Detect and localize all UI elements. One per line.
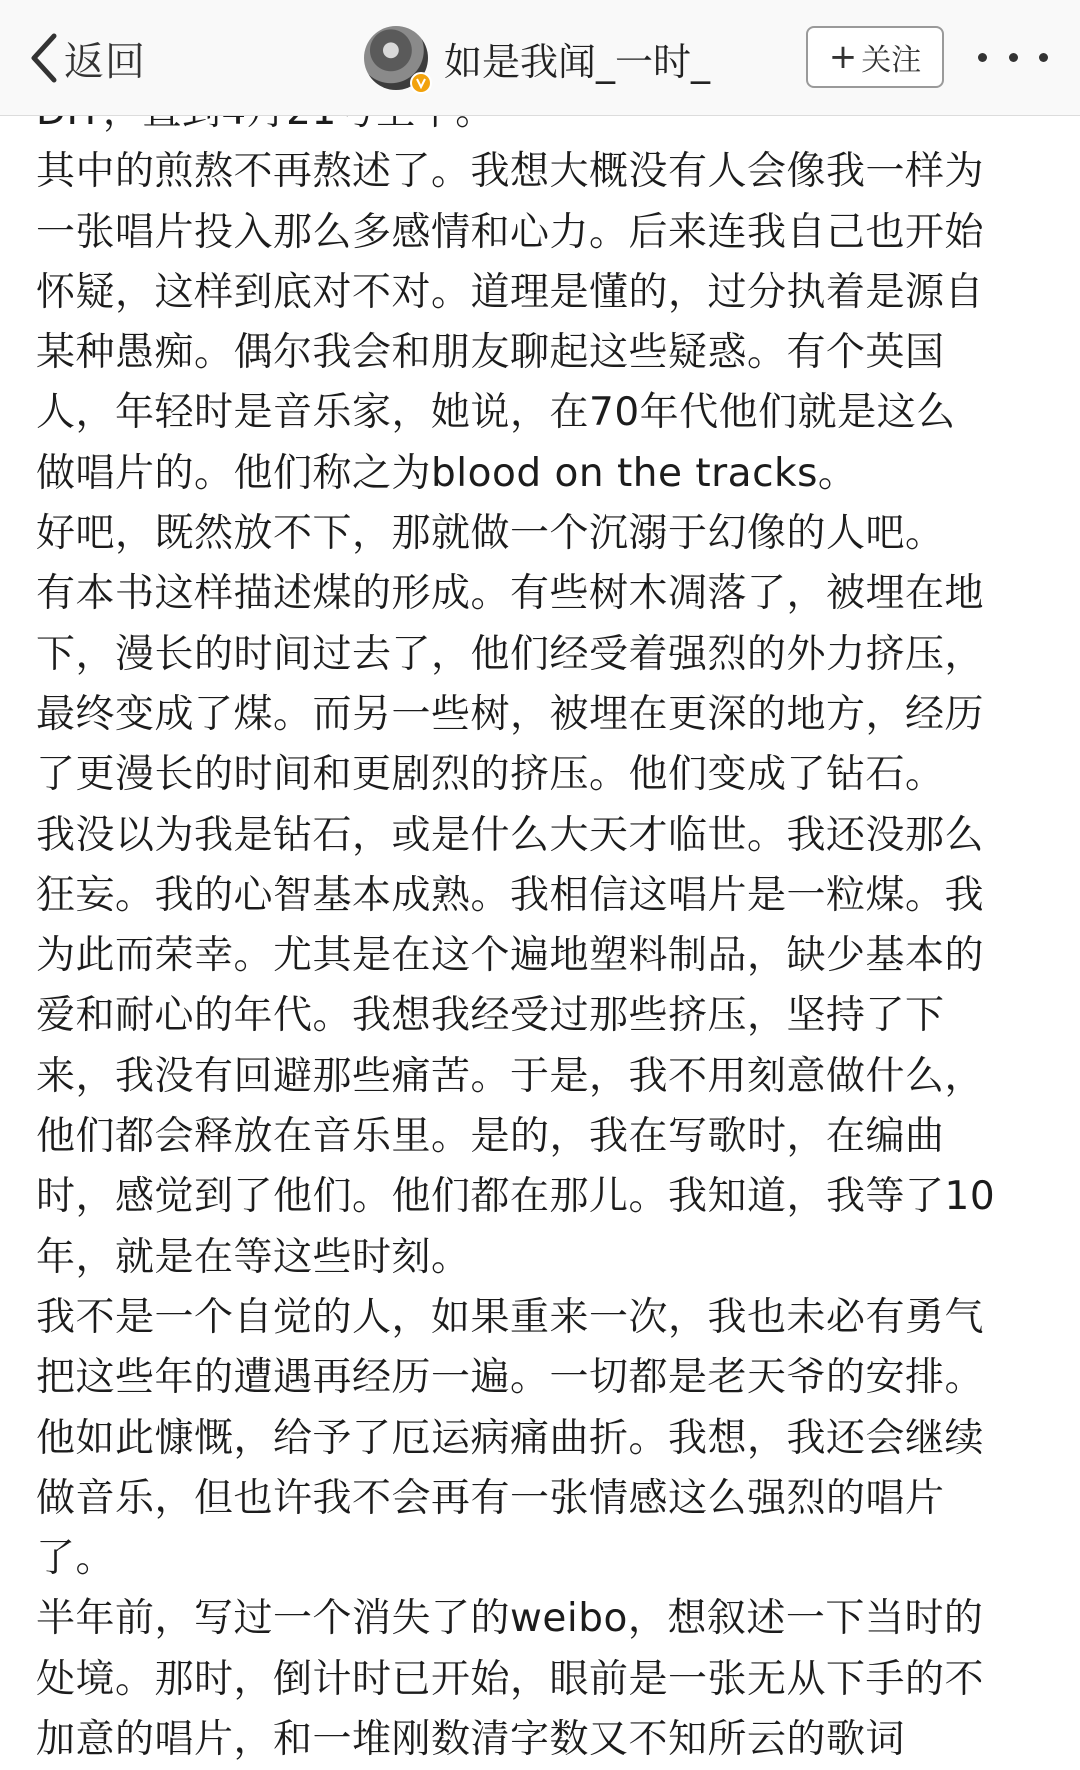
article-line: 一张唱片投入那么多感情和心力。后来连我自己也开始 xyxy=(36,209,985,255)
article-line: 来，我没有回避那些痛苦。于是，我不用刻意做什么， xyxy=(36,1053,985,1099)
article-line: 时，感觉到了他们。他们都在那儿。我知道，我等了10 xyxy=(36,1174,996,1220)
article-line: 年，就是在等这些时刻。 xyxy=(36,1234,471,1280)
article-line: 了更漫长的时间和更剧烈的挤压。他们变成了钻石。 xyxy=(36,752,945,798)
article-line: 他们都会释放在音乐里。是的，我在写歌时，在编曲 xyxy=(36,1114,945,1160)
back-button[interactable] xyxy=(28,28,146,88)
verified-badge-icon xyxy=(410,72,432,94)
nav-bar xyxy=(0,0,1080,116)
article-line: 了。 xyxy=(36,1536,116,1582)
article-line: 为此而荣幸。尤其是在这个遍地塑料制品，缺少基本的 xyxy=(36,933,985,979)
article-line: 把这些年的遭遇再经历一遍。一切都是老天爷的安排。 xyxy=(36,1355,985,1401)
follow-button[interactable] xyxy=(806,26,944,88)
article-line: 最终变成了煤。而另一些树，被埋在更深的地方，经历 xyxy=(36,691,985,737)
article-line: 处境。那时，倒计时已开始，眼前是一张无从下手的不 xyxy=(36,1656,985,1702)
article-line: 我没以为我是钻石，或是什么大天才临世。我还没那么 xyxy=(36,812,985,858)
article-line: 人，年轻时是音乐家，她说，在70年代他们就是这么 xyxy=(36,390,956,436)
back-label: 返回 xyxy=(64,38,146,85)
article-line: 好吧，既然放不下，那就做一个沉溺于幻像的人吧。 xyxy=(36,511,945,557)
avatar[interactable] xyxy=(364,26,428,90)
article-line: 有本书这样描述煤的形成。有些树木凋落了，被埋在地 xyxy=(36,571,985,617)
dot-icon xyxy=(1009,53,1018,62)
article-line: 其中的煎熬不再熬述了。我想大概没有人会像我一样为 xyxy=(36,149,985,195)
article-line: 狂妄。我的心智基本成熟。我相信这唱片是一粒煤。我 xyxy=(36,872,985,918)
user-block[interactable] xyxy=(364,24,710,92)
article-line: 我不是一个自觉的人，如果重来一次，我也未必有勇气 xyxy=(36,1294,985,1340)
article-line: 他如此慷慨，给予了厄运病痛曲折。我想，我还会继续 xyxy=(36,1415,985,1461)
plus-icon: + xyxy=(828,37,858,77)
article-line: 怀疑，这样到底对不对。道理是懂的，过分执着是源自 xyxy=(36,269,985,315)
more-options-button[interactable] xyxy=(978,34,1048,80)
article-line: 下，漫长的时间过去了，他们经受着强烈的外力挤压， xyxy=(36,631,985,677)
article-line: 做唱片的。他们称之为blood on the tracks。 xyxy=(36,450,858,496)
article-line: 做音乐，但也许我不会再有一张情感这么强烈的唱片 xyxy=(36,1475,945,1521)
chevron-left-icon xyxy=(28,32,58,84)
dot-icon xyxy=(1039,53,1048,62)
article-line: 加意的唱片，和一堆刚数清字数又不知所云的歌词 xyxy=(36,1717,906,1763)
username[interactable]: 如是我闻_一时_ xyxy=(444,39,711,84)
article-line: 爱和耐心的年代。我想我经受过那些挤压，坚持了下 xyxy=(36,993,945,1039)
follow-label: 关注 xyxy=(861,43,922,78)
dot-icon xyxy=(978,53,987,62)
article-line: 某种愚痴。偶尔我会和朋友聊起这些疑惑。有个英国 xyxy=(36,330,945,376)
article-body xyxy=(36,100,1052,1770)
article-line: 半年前，写过一个消失了的weibo，想叙述一下当时的 xyxy=(36,1596,984,1642)
